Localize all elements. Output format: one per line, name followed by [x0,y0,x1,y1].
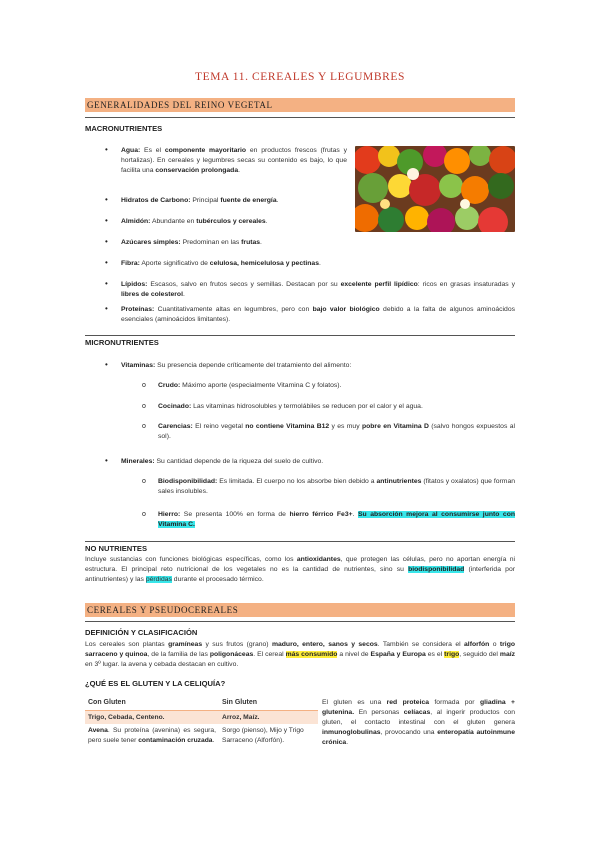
table-cell: Avena. Su proteína (avenina) es segura, pero suele tener contaminación cruzada. [85,724,219,747]
list-item-fibra: Fibra: Aporte significativo de celulosa, hemicelulosa y pectinas. [121,260,321,267]
list-item-crudo: Crudo: Máximo aporte (especialmente Vitamina C y folatos). [158,382,342,389]
list-item-minerales: Minerales: Su cantidad depende de la riqueza del suelo de cultivo. [121,458,324,465]
bullet-dot: • [105,279,108,288]
paragraph-gluten: El gluten es una red proteica formada por gliadina + glutenina. En personas celíacas, al ingerir productos con gluten, el contacto intestinal con el gluten genera inmunoglobulinas, provocando una enteropatía autoinmune crónica. [322,699,515,746]
list-item-vitaminas: Vitaminas: Su presencia depende críticamente del tratamiento del alimento: [121,362,352,369]
sub-bullet: o [142,382,146,389]
sub-bullet: o [142,403,146,410]
page-title: TEMA 11. CEREALES Y LEGUMBRES [194,71,406,83]
sub-bullet: o [142,478,146,485]
sub-bullet: o [142,423,146,430]
list-item-agua: Agua: Es el componente mayoritario en productos frescos (frutas y hortalizas). En cereales y legumbres secas su contenido es bajo, lo que facilita una conservación prolongada. [121,147,347,174]
col-header-con-gluten: Con Gluten [85,696,219,710]
divider [85,335,515,336]
paragraph-definicion: Los cereales son plantas gramíneas y sus frutos (grano) maduro, entero, sanos y secos. También se considera el alforfón o trigo sarraceno y quinoa, de la familia de las poligonáceas. El cereal más consumido a nivel de España y Europa es el trigo, seguido del maíz en 3º lugar. la avena y cebada destacan en cultivo. [85,641,516,668]
list-item-cocinado: Cocinado: Las vitaminas hidrosolubles y termolábiles se reducen por el calor y el agua. [158,403,423,410]
bullet-dot: • [105,360,108,369]
bullet-dot: • [105,195,108,204]
list-item-azucares: Azúcares simples: Predominan en las frutas. [121,239,262,246]
vegetables-photo [355,146,515,232]
list-item-almidon: Almidón: Abundante en tubérculos y cereales. [121,218,268,225]
gluten-table [85,696,318,747]
table-cell: Trigo, Cebada, Centeno. [85,710,219,724]
list-item-proteinas: Proteínas: Cuantitativamente altas en legumbres, pero con bajo valor biológico debido a la falta de algunos aminoácidos esenciales (aminoácidos limitantes). [121,306,515,323]
divider [85,621,515,622]
paragraph-no-nutrientes: Incluye sustancias con funciones biológicas específicas, como los antioxidantes, que protegen las células, pero no aportan energía ni estructura. El principal reto nutricional de los vegetales no es la cantidad de nutrientes, sino su biodisponibilidad (interferida por antinutrientes) y las pérdidas durante el procesado térmico. [85,556,515,583]
bullet-dot: • [105,216,108,225]
divider [85,117,515,118]
subheading-no-nutrientes: NO NUTRIENTES [85,544,148,553]
list-item-biodisponibilidad: Biodisponibilidad: Es limitada. El cuerpo no los absorbe bien debido a antinutrientes (fitatos y oxalatos) que forman sales insolubles. [158,478,515,495]
table-cell: Sorgo (pienso), Mijo y Trigo Sarraceno (Alforfón). [219,724,318,747]
list-item-hierro: Hierro: Se presenta 100% en forma de hierro férrico Fe3+. Su absorción mejora al consumirse junto con Vitamina C. [158,511,515,528]
divider [85,541,515,542]
list-item-hidratos: Hidratos de Carbono: Principal fuente de energía. [121,197,279,204]
list-item-lipidos: Lípidos: Escasos, salvo en frutos secos y semillas. Destacan por su excelente perfil lipídico: ricos en grasas insaturadas y libres de colesterol. [121,281,515,298]
bullet-dot: • [105,456,108,465]
table-cell: Arroz, Maíz. [219,710,318,724]
subheading-macronutrientes: MACRONUTRIENTES [85,124,163,133]
list-item-carencias: Carencias: El reino vegetal no contiene Vitamina B12 y es muy pobre en Vitamina D (salvo hongos expuestos al sol). [158,423,515,440]
subheading-definicion: DEFINICIÓN Y CLASIFICACIÓN [85,628,198,637]
bullet-dot: • [105,304,108,313]
bullet-dot: • [105,145,108,154]
subheading-gluten: ¿QUÉ ES EL GLUTEN Y LA CELIQUÍA? [85,679,226,688]
section-header-cereales: CEREALES Y PSEUDOCEREALES [85,603,515,617]
table-header-row [85,696,318,710]
bullet-dot: • [105,258,108,267]
subheading-micronutrientes: MICRONUTRIENTES [85,338,159,347]
table-row [85,710,318,724]
col-header-sin-gluten: Sin Gluten [219,696,318,710]
table-row [85,724,318,747]
bullet-dot: • [105,237,108,246]
sub-bullet: o [142,511,146,518]
section-header-generalidades: GENERALIDADES DEL REINO VEGETAL [85,98,515,112]
